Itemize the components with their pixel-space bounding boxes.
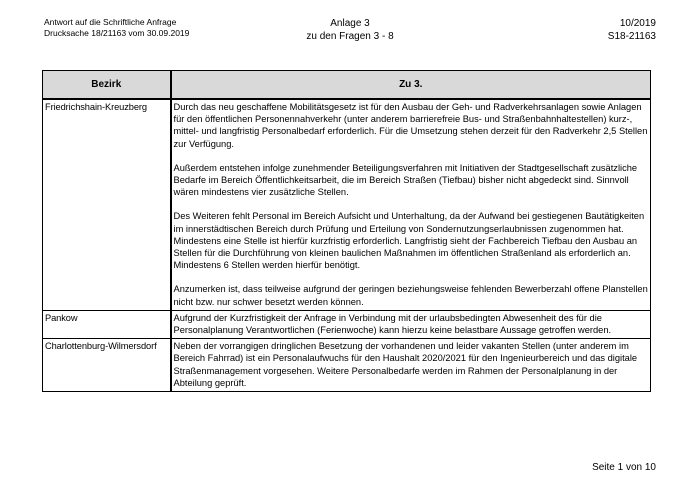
inquiry-reference: Antwort auf die Schriftliche Anfrage [44,17,177,27]
answer-cell [171,339,651,392]
column-header-answer: Zu 3. [171,71,651,100]
answer-cell [171,310,651,338]
answer-paragraph: Durch das neu geschaffene Mobilitätsgesetz ist für den Ausbau der Geh- und Radverkehrsanlagen sowie Anlagen für den öffentlichen Personennahverkehr (unter anderem barrierefreie Bus- und Straßenbahnhaltestellen) kurz-, mittel- und langfristig Personalbedarf erforderlich. Für die Umsetzung stehen derzeit für den Radverkehr 2,5 Stellen zur Verfügung. [173,102,648,149]
questions-reference: zu den Fragen 3 - 8 [306,31,394,42]
document-date: 10/2019 [619,18,656,29]
answer-cell [171,99,651,310]
page-number: Seite 1 von 10 [592,462,656,473]
column-header-bezirk: Bezirk [43,71,171,100]
attachment-title: Anlage 3 [330,18,370,29]
table-row [43,310,651,338]
district-name: Charlottenburg-Wilmersdorf [43,339,171,392]
table-header-row [43,71,651,100]
answer-paragraph: Des Weiteren fehlt Personal im Bereich Aufsicht und Unterhaltung, da der Aufwand bei gestiegenen Bautätigkeiten im innerstädtischen Bereich durch Prüfung und Erteilung von Sondernutzungserlaubnissen zugenommen hat. Mindestens eine Stelle ist hierfür kurzfristig erforderlich. Langfristig sieht der Fachbereich Tiefbau den Ausbau an Stellen für die Durchführung von kleinen baulichen Maßnahmen im öffentlichen Straßenland als erforderlich an. Mindestens 6 Stellen werden hierfür benötigt. [173,211,645,271]
document-header-left [44,17,189,39]
document-header-right [608,17,656,43]
document-header-center [260,17,440,43]
print-reference: Drucksache 18/21163 vom 30.09.2019 [44,28,190,38]
district-answers-table [42,70,651,392]
table-row [43,99,651,310]
table-row [43,339,651,392]
district-name: Pankow [43,310,171,338]
answer-paragraph: Anzumerken ist, dass teilweise aufgrund der geringen beziehungsweise fehlenden Bewerberzahl offene Planstellen nicht bzw. nur schwer besetzt werden können. [173,284,648,307]
document-number: S18-21163 [607,31,656,42]
answer-paragraph: Außerdem entstehen infolge zunehmender Beteiligungsverfahren mit Initiativen der Stadtgesellschaft zusätzliche Bedarfe im Bereich Öffentlichkeitsarbeit, die im Bereich Straßen (Tiefbau) bisher nicht abgedeckt sind. Sinnvoll wären mindestens vier zusätzliche Stellen. [173,162,638,198]
district-name: Friedrichshain-Kreuzberg [43,99,171,310]
answer-paragraph: Aufgrund der Kurzfristigkeit der Anfrage in Verbindung mit der urlaubsbedingten Abwesenheit des für die Personalplanung Verantwortlichen (Ferienwoche) kann hierzu keine belastbare Aussage getroffen werden. [173,312,612,336]
answer-paragraph: Neben der vorrangigen dringlichen Besetzung der vorhandenen und leider vakanten Stellen (unter anderem im Bereich Fahrrad) ist ein Personalaufwuchs für den Haushalt 2020/2021 für den Ingenieurbereich und das digitale Straßenmanagement vorgesehen. Weitere Personalbedarfe werden im Rahmen der Personalplanung in der Abteilung geprüft. [173,341,638,388]
